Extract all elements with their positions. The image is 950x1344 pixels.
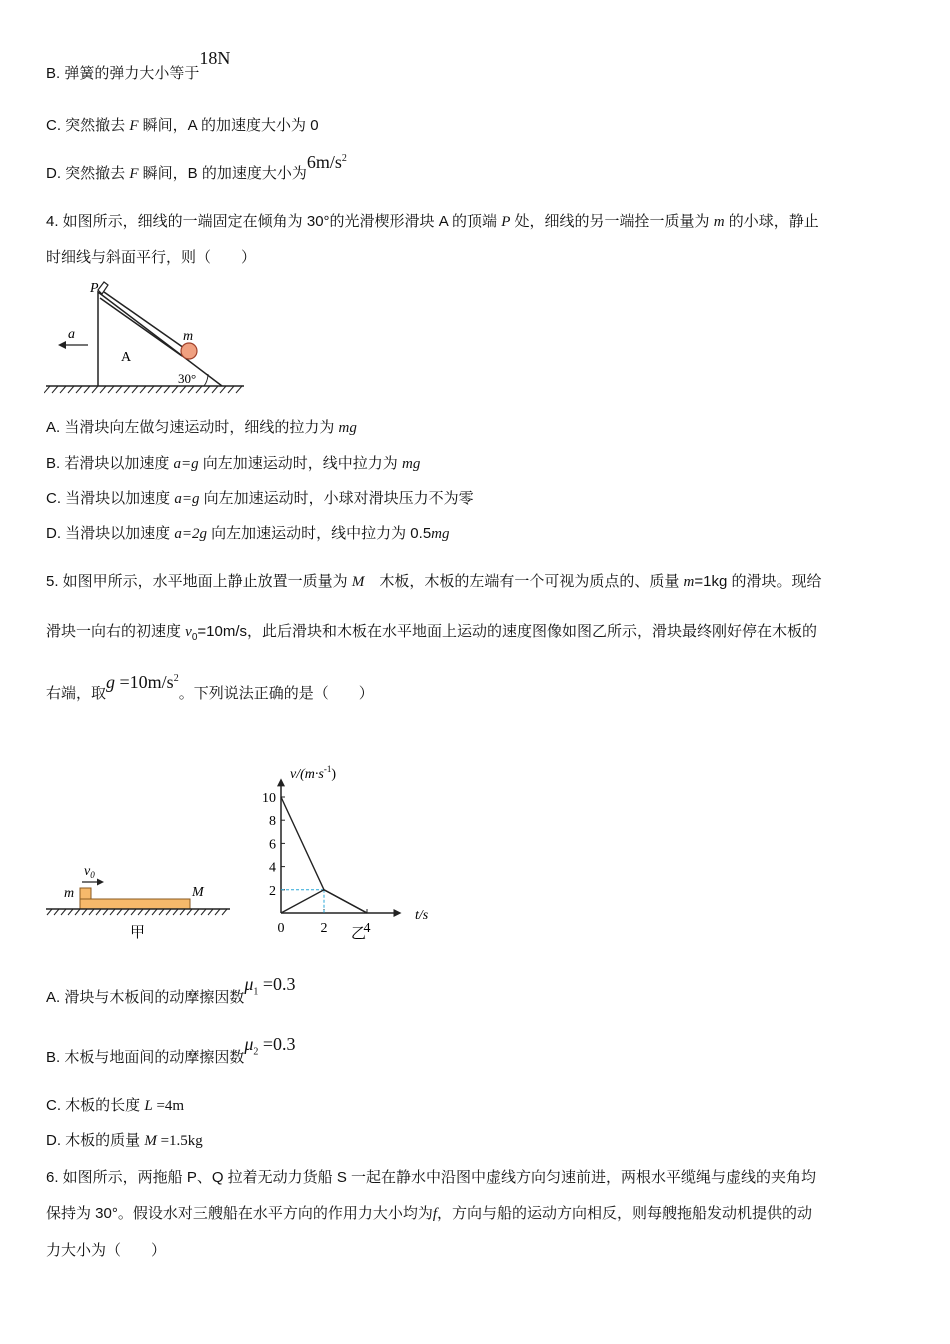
v0-arrowhead <box>97 879 104 886</box>
y-tick-label: 10 <box>262 791 276 806</box>
chart-axes <box>277 778 402 917</box>
q6-stem-line2: 保持为 30°。假设水对三艘船在水平方向的作用力大小均为f，方向与船的运动方向相反，则每艘拖船发动机提供的动 <box>46 1205 813 1222</box>
y-tick-label: 8 <box>269 814 276 830</box>
label-m: m <box>64 886 75 901</box>
label-angle: 30° <box>178 371 197 386</box>
q3-option-b-math: 18N <box>199 48 231 68</box>
label-a: a <box>68 327 75 342</box>
chart-series <box>281 797 367 913</box>
q5-stem-line1: 5. 如图甲所示，水平地面上静止放置一质量为 M 木板，木板的左端有一个可视为质点的、质量 m=1kg 的滑块。现给 <box>46 573 822 590</box>
q3-option-d: D. 突然撤去 F 瞬间，B 的加速度大小为$6m/s^2$ <box>46 152 347 182</box>
x-tick-label: 2 <box>320 921 328 936</box>
string-line <box>104 292 184 348</box>
q5-board-figure <box>44 858 234 943</box>
ground-hatching <box>44 386 242 393</box>
ball-icon <box>181 343 197 359</box>
label-m: m <box>183 329 194 344</box>
q4-stem-line2: 时细线与斜面平行，则（ ） <box>46 249 257 266</box>
label-A: A <box>121 350 132 365</box>
q4-option-c: C. 当滑块以加速度 a=g 向左加速运动时，小球对滑块压力不为零 <box>46 490 474 507</box>
y-axis-arrowhead <box>277 778 285 786</box>
q4-option-d: D. 当滑块以加速度 a=2g 向左加速运动时，线中拉力为 0.5mg <box>46 525 450 542</box>
y-tick-label: 4 <box>269 860 276 876</box>
q5-option-d: D. 木板的质量 M =1.5kg <box>46 1132 203 1149</box>
q4-option-a: A. 当滑块向左做匀速运动时，细线的拉力为 mg <box>46 419 357 436</box>
peg-icon <box>98 282 108 294</box>
label-M: M <box>192 885 204 900</box>
q3-option-d-math: $6m/s^2$ <box>306 152 347 172</box>
q4-option-b: B. 若滑块以加速度 a=g 向左加速运动时，线中拉力为 mg <box>46 455 421 472</box>
q4-incline-figure <box>44 276 254 396</box>
q6-stem-line1: 6. 如图所示，两拖船 P、Q 拉着无动力货船 S 一起在静水中沿图中虚线方向匀速前进，两根水平缆绳与虚线的夹角均 <box>46 1169 817 1186</box>
x-tick-label: 0 <box>277 921 285 936</box>
q5-option-b-math: $\mu_2 =0.3$ <box>244 1034 296 1058</box>
q5-option-b: B. 木板与地面间的动摩擦因数$\mu_2 =0.3$ <box>46 1034 296 1066</box>
q5-option-a-math: $\mu_1 =0.3$ <box>244 974 296 998</box>
board-rect <box>80 899 190 909</box>
x-tick-label: 4 <box>363 921 371 936</box>
x-axis-arrowhead <box>394 909 402 917</box>
q3-option-b: B. 弹簧的弹力大小等于18N <box>46 48 231 82</box>
wedge-outline <box>98 292 222 386</box>
chart-caption: 乙 <box>351 926 367 942</box>
q5-option-a: A. 滑块与木板间的动摩擦因数$\mu_1 =0.3$ <box>46 974 296 1006</box>
y-tick-label: 6 <box>269 837 276 853</box>
q5-g-math: $g =10m/s^2$ <box>106 672 179 692</box>
q5-vt-chart <box>250 758 440 943</box>
label-v0: $v_0$ <box>84 864 95 880</box>
acceleration-arrowhead <box>58 341 66 349</box>
q3-option-c: C. 突然撤去 F 瞬间，A 的加速度大小为 0 <box>46 117 319 134</box>
label-p: P <box>90 281 99 296</box>
q4-stem-line1: 4. 如图所示，细线的一端固定在倾角为 30°的光滑楔形滑块 A 的顶端 P 处，细线的另一端拴一质量为 m 的小球，静止 <box>46 213 819 230</box>
q5-option-c: C. 木板的长度 L =4m <box>46 1097 185 1114</box>
ground-hatching <box>47 909 227 915</box>
y-tick-label: 2 <box>269 883 276 899</box>
q5-stem-line2: 滑块一向右的初速度 $v_0=10m/s$，此后滑块和木板在水平地面上运动的速度图像如图乙所示，滑块最终刚好停在木板的 <box>46 623 818 643</box>
caption-jia: 甲 <box>130 925 146 941</box>
block-rect <box>80 888 91 899</box>
chart-ticks <box>262 791 371 936</box>
string-line-2 <box>100 298 182 356</box>
chart-xlabel: t/s <box>415 908 429 923</box>
q5-stem-line3: 右端，取$g =10m/s^2$。下列说法正确的是（ ） <box>46 672 374 702</box>
q6-stem-line3: 力大小为（ ） <box>46 1242 167 1259</box>
chart-ylabel: $v/(m\cdot s^{-1})$ <box>290 764 336 782</box>
